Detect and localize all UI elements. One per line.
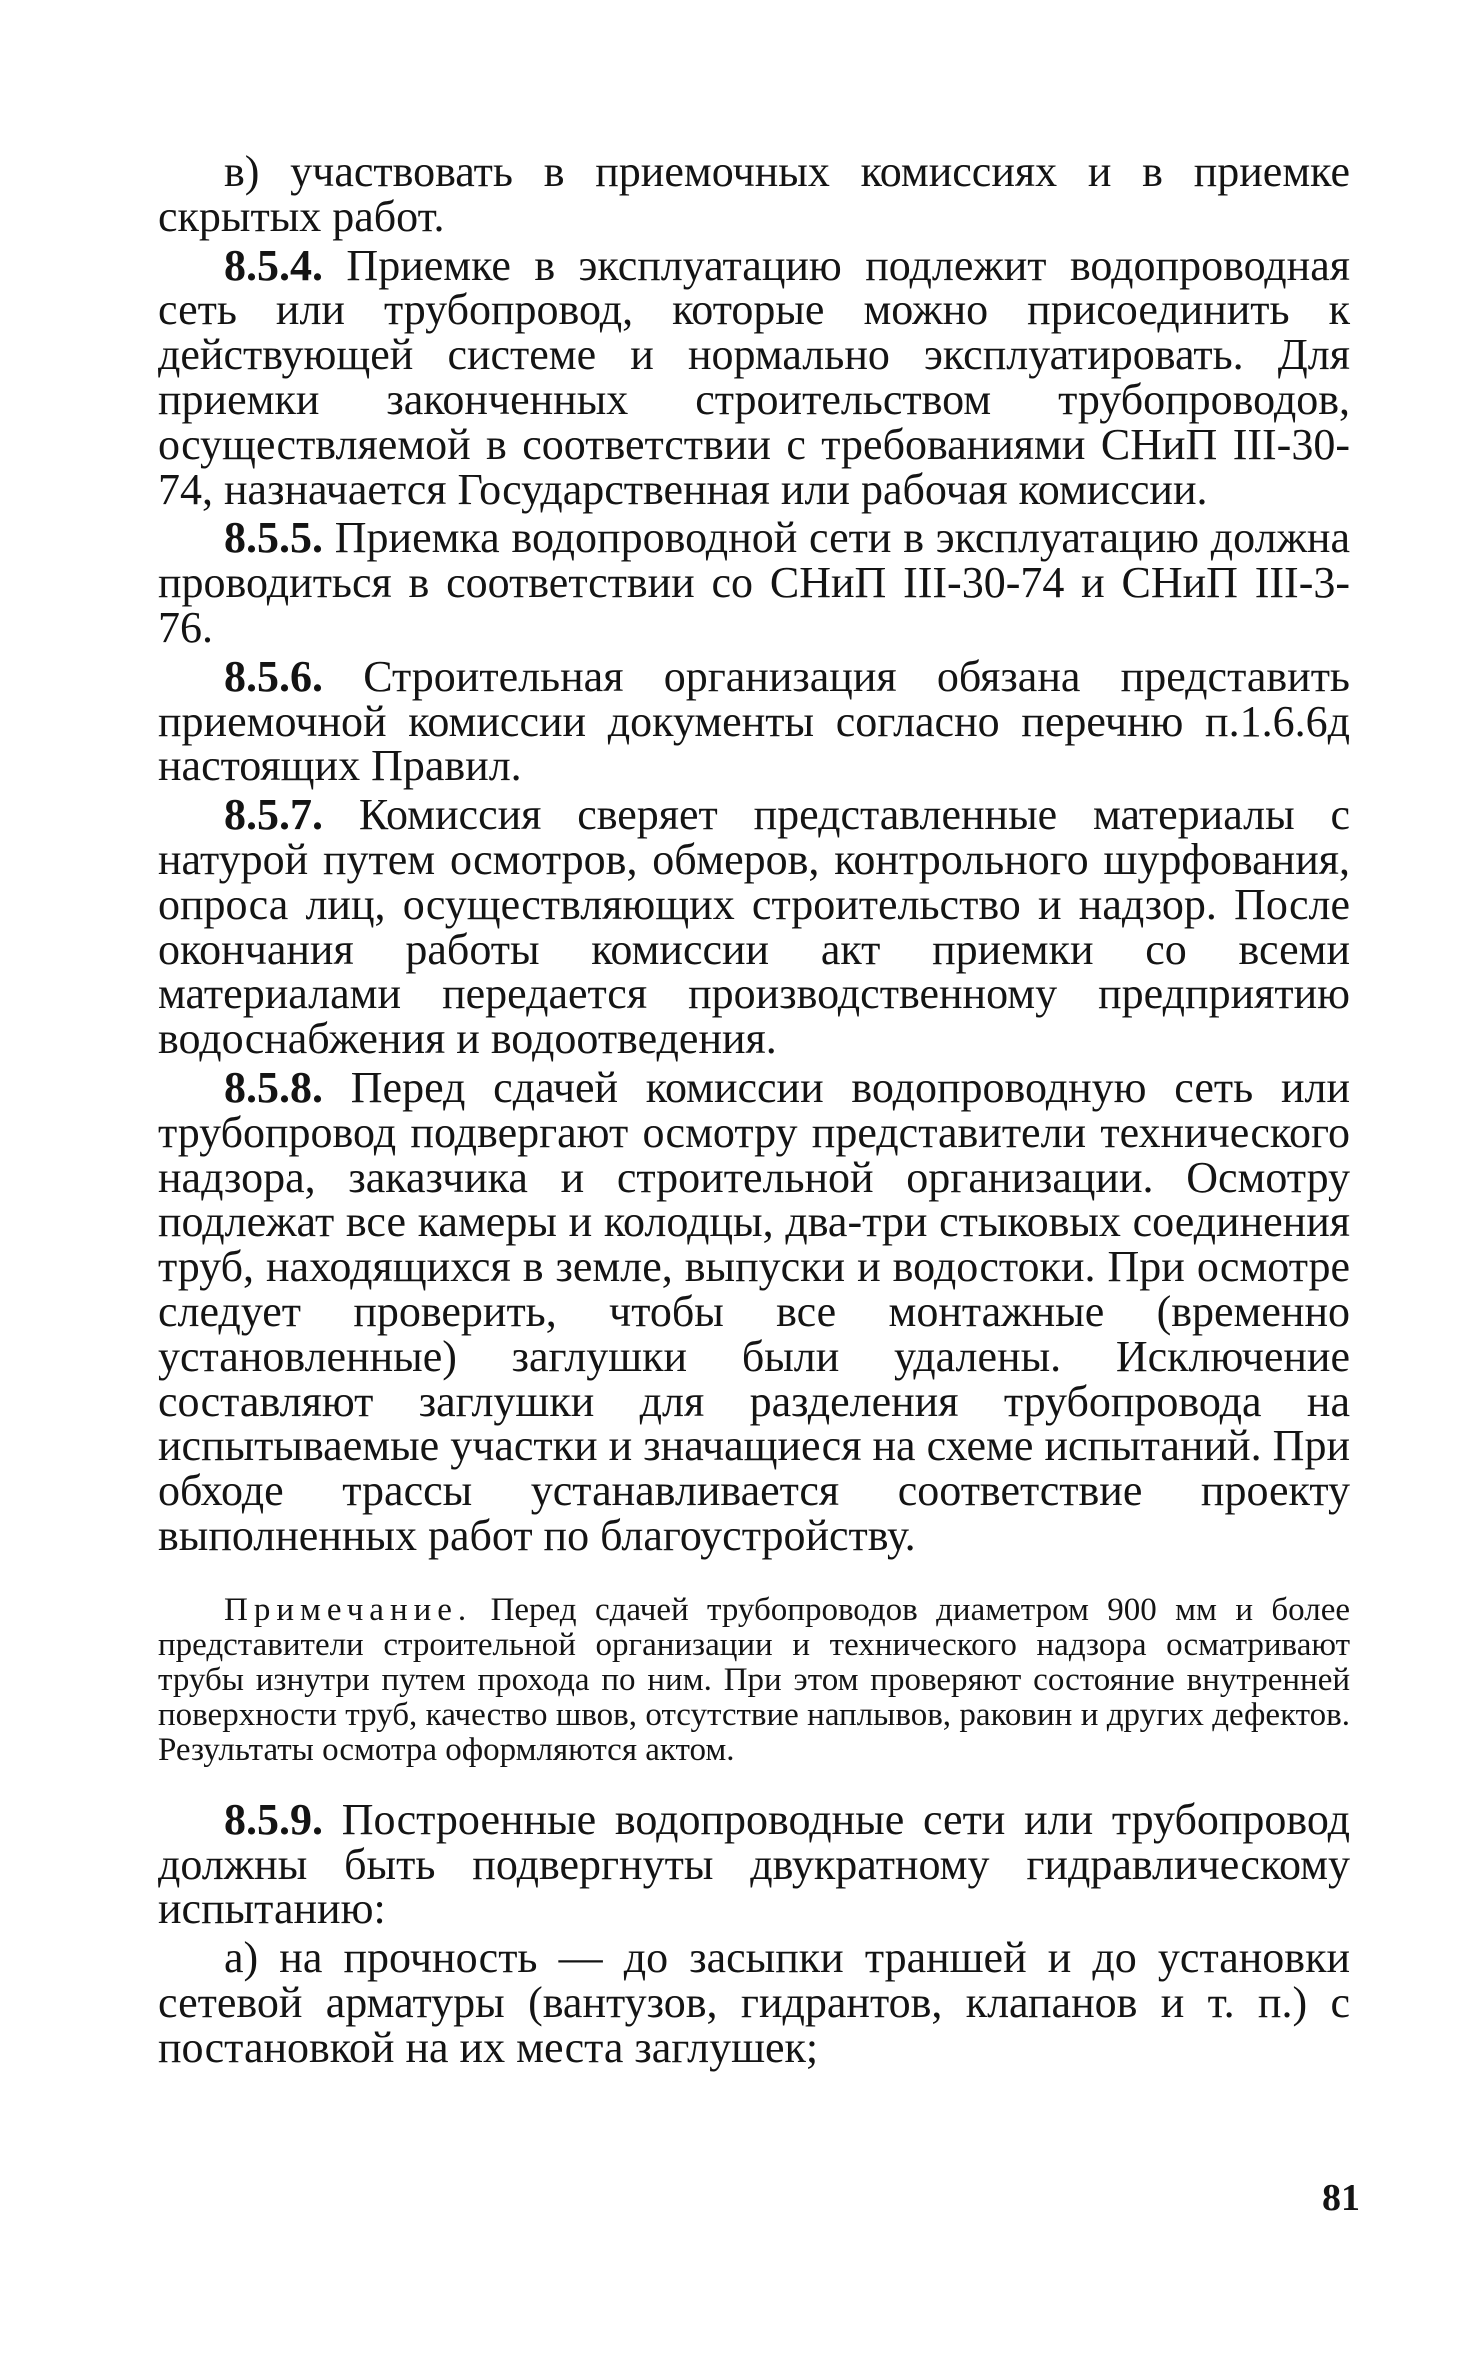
paragraph-item-a xyxy=(158,1933,1350,2072)
clause-number: 8.5.4. xyxy=(224,240,323,290)
paragraph-text: Приемка водопроводной сети в эксплуатацию должна проводиться в соответствии со СНиП III-30-74 и СНиП III-3-76. xyxy=(158,513,1351,652)
paragraph-text: Перед сдачей комиссии водопроводную сеть или трубопровод подвергают осмотру представители технического надзора, заказчика и строительной организации. Осмотру подлежат все камеры и колодцы, два-три стыковых соединения труб, находящихся в земле, выпуски и водостоки. При осмотре следует проверить, чтобы все монтажные (временно установленные) заглушки были удалены. Исключение составляют заглушки для разделения трубопровода на испытываемые участки и значащиеся на схеме испытаний. При обходе трассы устанавливается соответствие проекту выполненных работ по благоустройству. xyxy=(158,1062,1350,1560)
document-page xyxy=(158,147,1351,2074)
clause-number: 8.5.8. xyxy=(224,1062,323,1112)
paragraph-8-5-8 xyxy=(158,1062,1350,1560)
paragraph-8-5-9 xyxy=(158,1794,1350,1934)
page-number: 81 xyxy=(1322,2177,1360,2219)
paragraph-text: Приемке в эксплуатацию подлежит водопроводная сеть или трубопровод, которые можно присоединить к действующей системе и нормально эксплуатировать. Для приемки законченных строительством трубопроводов, осуществляемой в соответствии с требованиями СНиП III-30-74, назначается Государственная или рабочая комиссии. xyxy=(158,240,1350,514)
paragraph-text: Построенные водопроводные сети или трубопровод должны быть подвергнуты двукратному гидравлическому испытанию: xyxy=(158,1794,1350,1934)
note-label: Примечание. xyxy=(224,1591,473,1628)
note-text: Перед сдачей трубопроводов диаметром 900 мм и более представители строительной организации и технического надзора осматривают трубы изнутри путем прохода по ним. При этом проверяют состояние внутренней поверхности труб, качество швов, отсутствие наплывов, раковин и других дефектов. Результаты осмотра оформляются актом. xyxy=(158,1591,1350,1768)
paragraph-text: а) на прочность — до засыпки траншей и до установки сетевой арматуры (вантузов, гидрантов, клапанов и т. п.) с постановкой на их места заглушек; xyxy=(158,1933,1350,2072)
paragraph-text: Строительная организация обязана представить приемочной комиссии документы согласно перечню п.1.6.6д настоящих Правил. xyxy=(158,651,1350,791)
paragraph-item-v xyxy=(158,147,1350,241)
clause-number: 8.5.5. xyxy=(224,513,323,563)
paragraph-text: Комиссия сверяет представленные материалы с натурой путем осмотров, обмеров, контрольного шурфования, опроса лиц, осуществляющих строительство и надзор. После окончания работы комиссии акт приемки со всеми материалами передается производственному предприятию водоснабжения и водоотведения. xyxy=(158,790,1351,1064)
paragraph-8-5-7 xyxy=(158,790,1351,1064)
paragraph-8-5-4 xyxy=(158,240,1350,514)
note-block xyxy=(158,1593,1350,1768)
clause-number: 8.5.7. xyxy=(224,790,323,840)
paragraph-8-5-5 xyxy=(158,513,1351,652)
clause-number: 8.5.6. xyxy=(224,651,323,701)
clause-number: 8.5.9. xyxy=(224,1794,323,1844)
paragraph-text: в) участвовать в приемочных комиссиях и в приемке скрытых работ. xyxy=(158,147,1350,241)
paragraph-8-5-6 xyxy=(158,651,1350,791)
